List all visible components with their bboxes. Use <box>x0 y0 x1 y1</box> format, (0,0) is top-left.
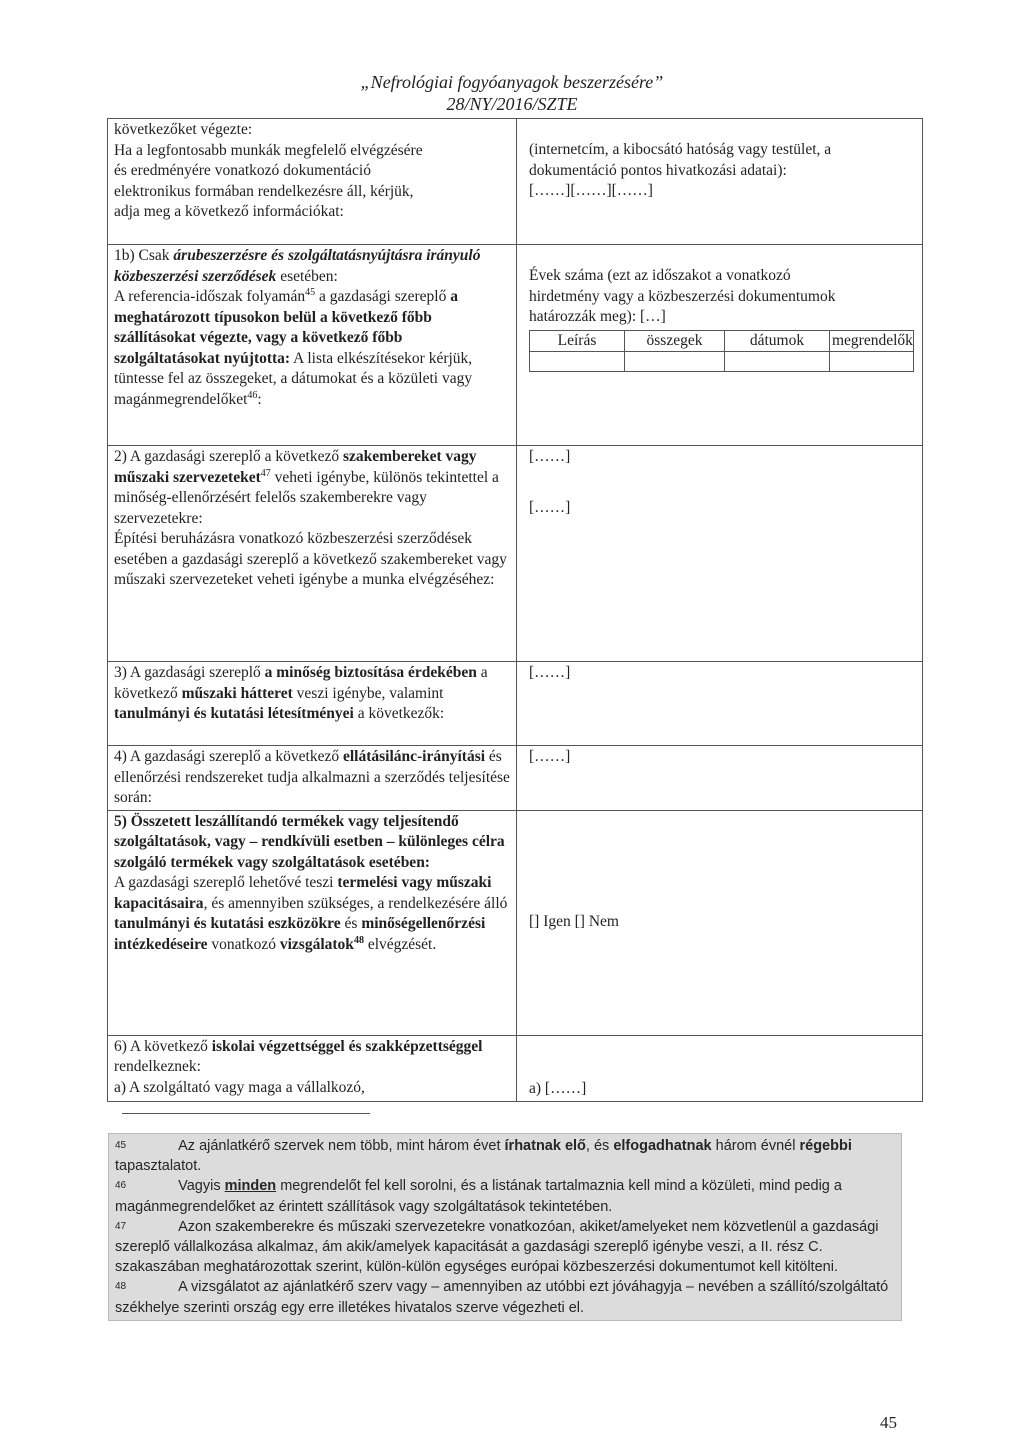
row1-left-line: Ha a legfontosabb munkák megfelelő elvégzésére <box>114 141 423 159</box>
row2-left <box>108 245 517 446</box>
row5-right <box>517 746 923 811</box>
footnote-text: , és <box>585 1138 614 1154</box>
row2-text: a gazdasági szereplő <box>315 288 451 305</box>
row6-heading-bold: 5) Összetett leszállítandó termékek vagy teljesítendő szolgáltatások, vagy – rendkívüli esetben – különleges célra szolgáló termékek vagy szolgáltatások esetében: <box>114 812 505 871</box>
footnote-45 <box>115 1136 895 1176</box>
row1-right-line: dokumentáció pontos hivatkozási adatai): <box>529 161 787 179</box>
row3-answer-field[interactable]: [……] <box>529 448 571 465</box>
row4-text-bold: a minőség biztosítása érdekében <box>264 664 477 681</box>
table-row <box>108 1035 923 1101</box>
row1-left-line: és eredményére vonatkozó dokumentáció <box>114 162 371 179</box>
references-subtable <box>529 330 914 373</box>
row4-text-bold: tanulmányi és kutatási létesítményei <box>114 705 354 722</box>
form-table <box>107 118 923 1102</box>
footnote-47 <box>115 1217 895 1278</box>
row1-answer-field[interactable]: [……][……][……] <box>529 182 653 199</box>
row3-text: veheti igénybe, különös tekintettel a minőség-ellenőrzésért felelős szakemberekre vagy szervezetekre: <box>114 468 499 527</box>
row1-left-line: következőket végezte: <box>114 121 253 138</box>
footnote-46 <box>115 1176 895 1216</box>
row2-right-line: Évek száma (ezt az időszakot a vonatkozó <box>529 267 791 284</box>
yes-no-checkboxes[interactable]: [] Igen [] Nem <box>529 913 619 931</box>
row4-answer-field[interactable]: [……] <box>529 664 571 681</box>
row7-text: rendelkeznek: <box>114 1058 201 1075</box>
row1-left-line: adja meg a következő információkat: <box>114 203 344 220</box>
table-row <box>108 446 923 662</box>
row6-text-bold: termelési vagy műszaki kapacitásaira <box>114 874 492 912</box>
footnote-text: Azon szakemberekre és műszaki szervezetekre vonatkozóan, akiket/amelyeket nem közvetlenül a gazdasági szereplő vállalkozása alkalmaz, ám akik/amelyek kapacitását a gazdasági szereplő igénybe veszi, a II. rész C. szakaszában meghatározottak szerint, külön-külön egységes európai közbeszerzési dokumentumot kell kitölteni. <box>115 1218 879 1276</box>
subtable-cell[interactable] <box>725 352 830 372</box>
row6-text-bold: tanulmányi és kutatási eszközökre <box>114 915 341 932</box>
row4-text: veszi igénybe, valamint <box>292 684 444 702</box>
subtable-cell[interactable] <box>625 352 725 372</box>
row7-text: 6) A következő <box>114 1037 212 1055</box>
subtable-cell[interactable] <box>530 352 625 372</box>
row7-left <box>108 1035 517 1101</box>
subtable-cell[interactable] <box>830 352 914 372</box>
footnote-text-bold: írhatnak elő <box>504 1138 586 1154</box>
row3-text-bold: szakembereket vagy műszaki szervezeteket <box>114 448 477 486</box>
footnote-text: megrendelőt fel kell sorolni, és a listának tartalmaznia kell mind a közületi, mind pedig a magánmegrendelőket az érintett szállítások vagy szolgáltatások tekintetében. <box>115 1178 842 1215</box>
footnote-text: három évnél <box>711 1138 800 1154</box>
footnote-ref-48: 48 <box>353 934 364 946</box>
page-number: 45 <box>880 1413 897 1432</box>
row6-text-bold: vizsgálatok <box>279 935 354 953</box>
row1-left <box>108 119 517 245</box>
row5-answer-field[interactable]: [……] <box>529 748 571 765</box>
row4-left <box>108 662 517 746</box>
footnote-number: 48 <box>115 1281 127 1293</box>
row6-left <box>108 810 517 1035</box>
row4-text: a következők: <box>353 705 445 722</box>
row3-answer-field[interactable]: [……] <box>529 498 571 516</box>
header-title: „Nefrológiai fogyóanyagok beszerzésére” <box>360 72 664 92</box>
row5-text: és ellenőrzési rendszereket tudja alkalmazni a szerződés teljesítése során: <box>114 748 510 806</box>
row7-text-bold: iskolai végzettséggel és szakképzettséggel <box>211 1037 483 1055</box>
row6-text: vonatkozó <box>207 935 280 953</box>
row5-left <box>108 746 517 811</box>
footnote-number: 45 <box>115 1140 127 1151</box>
subtable-header: összegek <box>625 330 725 352</box>
row2-text-bold-italic: árubeszerzésre és szolgáltatásnyújtásra irányuló közbeszerzési szerződések <box>114 247 481 285</box>
row7-answer-field[interactable]: a) [……] <box>529 1080 587 1097</box>
footnote-text: Az ajánlatkérő szervek nem több, mint három évet <box>178 1138 505 1154</box>
footnote-text: Vagyis <box>178 1178 225 1195</box>
footnote-text-bold: régebbi <box>799 1138 852 1154</box>
table-row <box>108 662 923 746</box>
row2-text-bold: a meghatározott típusokon belül a következő főbb szállításokat végezte, vagy a következő főbb szolgáltatásokat nyújtotta: <box>114 288 458 367</box>
subtable-header: Leírás <box>530 330 625 352</box>
footnotes-box <box>108 1133 902 1321</box>
row4-text: 3) A gazdasági szereplő <box>114 664 265 681</box>
row6-text: A gazdasági szereplő lehetővé teszi <box>114 874 338 891</box>
row4-text-bold: műszaki hátteret <box>181 684 293 702</box>
row7-right <box>517 1035 923 1101</box>
subtable-header-row <box>530 330 914 352</box>
footnote-ref-45: 45 <box>305 286 316 298</box>
row2-text: : <box>257 390 262 408</box>
footnote-48 <box>115 1277 895 1317</box>
row6-text: , és amennyiben szükséges, a rendelkezésére álló <box>203 894 508 912</box>
row3-left <box>108 446 517 662</box>
row6-text-bold: minőségellenőrzési intézkedéseire <box>114 915 486 953</box>
row6-text: elvégzését. <box>363 935 437 953</box>
row1-left-line: elektronikus formában rendelkezésre áll, kérjük, <box>114 182 414 200</box>
row1-right <box>517 119 923 245</box>
footnote-number: 47 <box>115 1220 127 1232</box>
header-reference: 28/NY/2016/SZTE <box>446 94 578 114</box>
row7-text: a) A szolgáltató vagy maga a vállalkozó, <box>114 1078 365 1096</box>
row2-text: 1b) Csak <box>114 247 174 264</box>
row2-right-line: határozzák meg): […] <box>529 308 666 325</box>
footnote-separator <box>122 1113 370 1114</box>
footnote-text: A vizsgálatot az ajánlatkérő szerv vagy – amennyiben az utóbbi ezt jóváhagyja – nevében a szállító/szolgáltató székhelye szerinti ország egy erre illetékes hivatalos szerve végezheti el. <box>115 1279 889 1316</box>
row2-text: esetében: <box>276 267 338 285</box>
footnote-text-bold: elfogadhatnak <box>613 1138 712 1154</box>
footnote-number: 46 <box>115 1180 127 1192</box>
row4-right <box>517 662 923 746</box>
row3-right <box>517 446 923 662</box>
row2-right <box>517 245 923 446</box>
subtable-input-row <box>530 352 914 372</box>
table-row <box>108 746 923 811</box>
table-row <box>108 119 923 245</box>
footnote-text: tapasztalatot. <box>115 1158 202 1175</box>
table-row <box>108 810 923 1035</box>
subtable-header: megrendelők <box>830 330 914 352</box>
row2-text: A referencia-időszak folyamán <box>114 288 306 305</box>
row2-right-line: hirdetmény vagy a közbeszerzési dokumentumok <box>529 287 836 305</box>
row6-right <box>517 810 923 1035</box>
table-row <box>108 245 923 446</box>
row2-text: A lista elkészítésekor kérjük, tüntesse fel az összegeket, a dátumokat és a közületi vagy magánmegrendelőket <box>114 349 473 408</box>
subtable-header: dátumok <box>725 330 830 352</box>
row3-text: Építési beruházásra vonatkozó közbeszerzési szerződések esetében a gazdasági szereplő a következő szakembereket vagy műszaki szervezeteket veheti igénybe a munka elvégzéséhez: <box>114 530 507 588</box>
footnote-ref-46: 46 <box>247 389 258 401</box>
row6-text: és <box>340 915 362 932</box>
row1-right-line: (internetcím, a kibocsátó hatóság vagy testület, a <box>529 141 832 158</box>
row5-text: 4) A gazdasági szereplő a következő <box>114 748 343 765</box>
row4-text: a következő <box>114 664 488 702</box>
row3-text: 2) A gazdasági szereplő a következő <box>114 448 343 465</box>
footnote-ref-47: 47 <box>260 467 271 479</box>
row5-text-bold: ellátásilánc-irányítási <box>342 748 486 765</box>
footnote-text-bold: minden <box>224 1178 277 1195</box>
